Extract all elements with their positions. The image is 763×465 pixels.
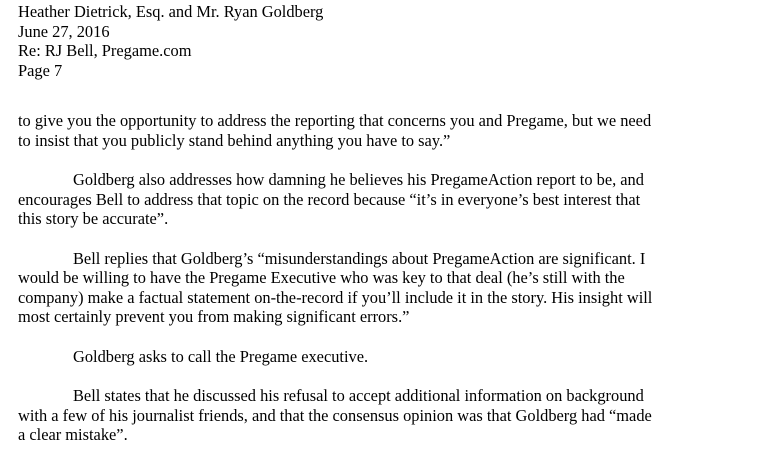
header-re: Re: RJ Bell, Pregame.com (18, 41, 192, 60)
paragraph-bell-replies (18, 249, 758, 327)
paragraph-line: encourages Bell to address that topic on the record because “it’s in everyone’s best interest that (18, 189, 641, 209)
paragraph-line: this story be accurate”. (18, 209, 169, 228)
header-page-number: Page 7 (18, 60, 63, 80)
paragraph-line: to give you the opportunity to address the reporting that concerns you and Pregame, but we need (18, 111, 652, 130)
letter-page (18, 0, 758, 465)
letter-body (18, 111, 758, 445)
paragraph-goldberg-asks (18, 347, 758, 367)
paragraph-line: company) make a factual statement on-the-record if you’ll include it in the story. His insight will (18, 287, 653, 307)
paragraph-line: Goldberg asks to call the Pregame executive. (73, 346, 369, 366)
header-recipients: Heather Dietrick, Esq. and Mr. Ryan Goldberg (18, 2, 324, 21)
paragraph-goldberg-damning (18, 170, 758, 229)
paragraph-line: would be willing to have the Pregame Executive who was key to that deal (he’s still with the (18, 268, 625, 287)
paragraph-line: Goldberg also addresses how damning he believes his PregameAction report to be, and (73, 170, 644, 189)
paragraph-bell-states (18, 386, 758, 445)
letter-header (18, 2, 758, 80)
paragraph-line: Bell replies that Goldberg’s “misunderstandings about PregameAction are significant. I (73, 248, 646, 268)
header-date: June 27, 2016 (18, 21, 110, 41)
paragraph-line: most certainly prevent you from making significant errors.” (18, 307, 410, 326)
paragraph-line: a clear mistake”. (18, 425, 128, 444)
paragraph-line: to insist that you publicly stand behind anything you have to say.” (18, 130, 451, 150)
paragraph-continuation (18, 111, 758, 150)
paragraph-line: with a few of his journalist friends, and that the consensus opinion was that Goldberg had “made (18, 405, 652, 425)
paragraph-line: Bell states that he discussed his refusal to accept additional information on background (73, 386, 644, 405)
